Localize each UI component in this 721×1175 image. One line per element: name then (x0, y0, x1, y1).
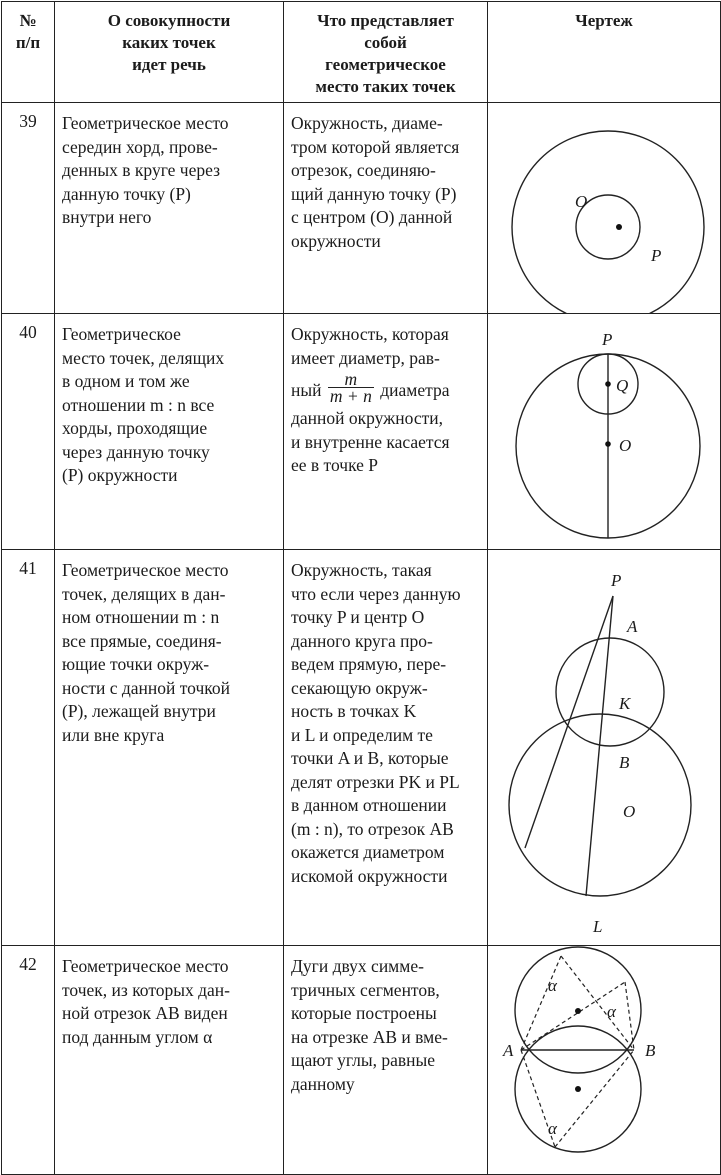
label-b: B (645, 1041, 656, 1060)
text-line: ность в точках K (291, 701, 417, 721)
text-line: данной окружности, (291, 408, 443, 429)
fraction-numerator: m (328, 371, 374, 388)
text-line: Окружность, диаме- (291, 113, 443, 133)
point-o (605, 441, 611, 447)
dash-top-b (561, 956, 634, 1050)
header-col2-line: Что представляет (317, 11, 454, 30)
text-line: Геометрическое (62, 324, 181, 344)
locus-table (1, 1, 721, 1175)
text-fragment: ный (291, 380, 322, 400)
text-line: и L и определим те (291, 724, 433, 745)
text-line: искомой окружности (291, 865, 448, 886)
text-line: Окружность, такая (291, 560, 432, 580)
label-k: K (619, 694, 631, 713)
header-col2-line: место таких точек (315, 77, 456, 96)
point-dot (616, 224, 622, 230)
text-line: середин хорд, прове- (62, 136, 218, 157)
text-line: данного круга про- (291, 630, 433, 651)
text-line: ности с данной точкой (62, 677, 230, 698)
text-line: точку P и центр O (291, 607, 425, 627)
text-line: внутри него (62, 207, 152, 227)
fraction-line (291, 369, 483, 407)
text-line: ведем прямую, пере- (291, 654, 447, 674)
text-line: имеет диаметр, рав- (291, 347, 440, 368)
point-q (605, 381, 611, 387)
text-line: все прямые, соединя- (62, 630, 222, 651)
row-subject (55, 314, 284, 550)
fraction (328, 369, 374, 407)
text-line: которые построены (291, 1003, 437, 1023)
text-line: на отрезке AB и вме- (291, 1026, 448, 1047)
table-row (2, 314, 721, 550)
label-q: Q (616, 376, 629, 395)
label-o: O (619, 436, 632, 455)
text-line: место точек, делящих (62, 347, 225, 368)
text-line: денных в круге через (62, 160, 220, 180)
given-circle (512, 131, 704, 313)
header-row (2, 2, 721, 103)
table-row (2, 946, 721, 1175)
header-num (2, 2, 55, 103)
header-col1 (55, 2, 284, 103)
text-line: ющие точки окруж- (62, 654, 210, 674)
text-fragment: диаметра (380, 380, 450, 400)
text-line: (m : n), то отрезок AB (291, 818, 454, 839)
row-locus (284, 946, 488, 1175)
text-line: тричных сегментов, (291, 979, 440, 1000)
text-line: в данном отношении (291, 795, 447, 815)
header-num-line: № (19, 11, 37, 30)
fraction-denominator: m + n (329, 386, 372, 407)
text-line: точки A и B, которые (291, 748, 449, 768)
text-line: отношении m : n все (62, 394, 215, 415)
text-line: и внутренне касается (291, 431, 450, 452)
dash-bottom-b (555, 1050, 634, 1147)
locus-circle (556, 638, 664, 746)
text-line: или вне круга (62, 724, 165, 745)
table-row (2, 103, 721, 314)
header-col1-line: каких точек (122, 33, 216, 52)
label-b: B (619, 753, 630, 772)
dashed-lines (521, 956, 634, 1147)
text-line: Дуги двух симме- (291, 956, 424, 976)
text-line: делят отрезки PK и PL (291, 771, 460, 792)
row-figure (488, 103, 721, 314)
header-col3 (488, 2, 721, 103)
label-p: P (602, 330, 613, 349)
label-alpha: α (548, 976, 557, 995)
row-number: 42 (2, 946, 55, 1175)
center-lower (575, 1086, 581, 1092)
line-p-chord (525, 596, 613, 848)
text-line: Окружность, которая (291, 324, 449, 344)
label-a: A (503, 1041, 514, 1060)
label-p: P (611, 571, 622, 590)
header-col2-line: собой (364, 33, 407, 52)
text-line: Геометрическое место (62, 113, 229, 133)
row-subject (55, 550, 284, 946)
text-line: ее в точке P (291, 455, 379, 476)
text-line: Геометрическое место (62, 560, 229, 580)
text-line: данную точку (P) (62, 183, 191, 204)
label-o: O (575, 192, 588, 211)
row-locus (284, 314, 488, 550)
label-alpha: α (548, 1119, 557, 1138)
header-col1-line: О совокупности (107, 11, 231, 30)
header-num-line: п/п (15, 33, 41, 52)
label-a: A (627, 617, 638, 636)
text-line: в одном и том же (62, 371, 190, 391)
dash-a-top (521, 956, 561, 1050)
drawing-39 (488, 103, 721, 313)
text-line: точек, из которых дан- (62, 979, 230, 1000)
text-line: данному (291, 1073, 355, 1094)
text-line: (P) окружности (62, 465, 178, 485)
text-line: окружности (291, 230, 381, 251)
header-col1-line: идет речь (132, 55, 206, 74)
text-line: хорды, проходящие (62, 418, 208, 438)
text-line: щают углы, равные (291, 1050, 436, 1070)
row-number: 41 (2, 550, 55, 946)
text-line: что если через данную (291, 583, 461, 604)
row-subject (55, 946, 284, 1175)
text-line: под данным углом α (62, 1026, 213, 1047)
drawing-42 (488, 946, 721, 1174)
header-col2-line: геометрическое (325, 55, 446, 74)
header-col3-line: Чертеж (575, 11, 633, 30)
text-line: с центром (O) данной (291, 207, 453, 227)
text-line: ном отношении m : n (62, 607, 220, 627)
table-row (2, 550, 721, 946)
text-line: секающую окруж- (291, 677, 428, 698)
drawing-40 (488, 314, 721, 549)
row-figure (488, 314, 721, 550)
row-locus (284, 103, 488, 314)
label-o: O (623, 802, 636, 821)
drawing-41 (488, 550, 721, 945)
text-line: через данную точку (62, 441, 210, 462)
text-line: тром которой является (291, 136, 460, 157)
label-l: L (593, 917, 603, 936)
row-figure (488, 946, 721, 1175)
row-number: 40 (2, 314, 55, 550)
label-p: P (651, 246, 662, 265)
center-upper (575, 1008, 581, 1014)
text-line: окажется диаметром (291, 842, 445, 862)
label-alpha: α (607, 1002, 616, 1021)
row-subject (55, 103, 284, 314)
text-line: отрезок, соединяю- (291, 160, 436, 180)
row-number: 39 (2, 103, 55, 314)
text-line: (P), лежащей внутри (62, 701, 216, 721)
header-col2 (284, 2, 488, 103)
row-figure (488, 550, 721, 946)
text-line: Геометрическое место (62, 956, 229, 976)
text-line: щий данную точку (P) (291, 183, 457, 204)
text-line: ной отрезок AB виден (62, 1003, 228, 1023)
row-locus (284, 550, 488, 946)
text-line: точек, делящих в дан- (62, 583, 226, 604)
